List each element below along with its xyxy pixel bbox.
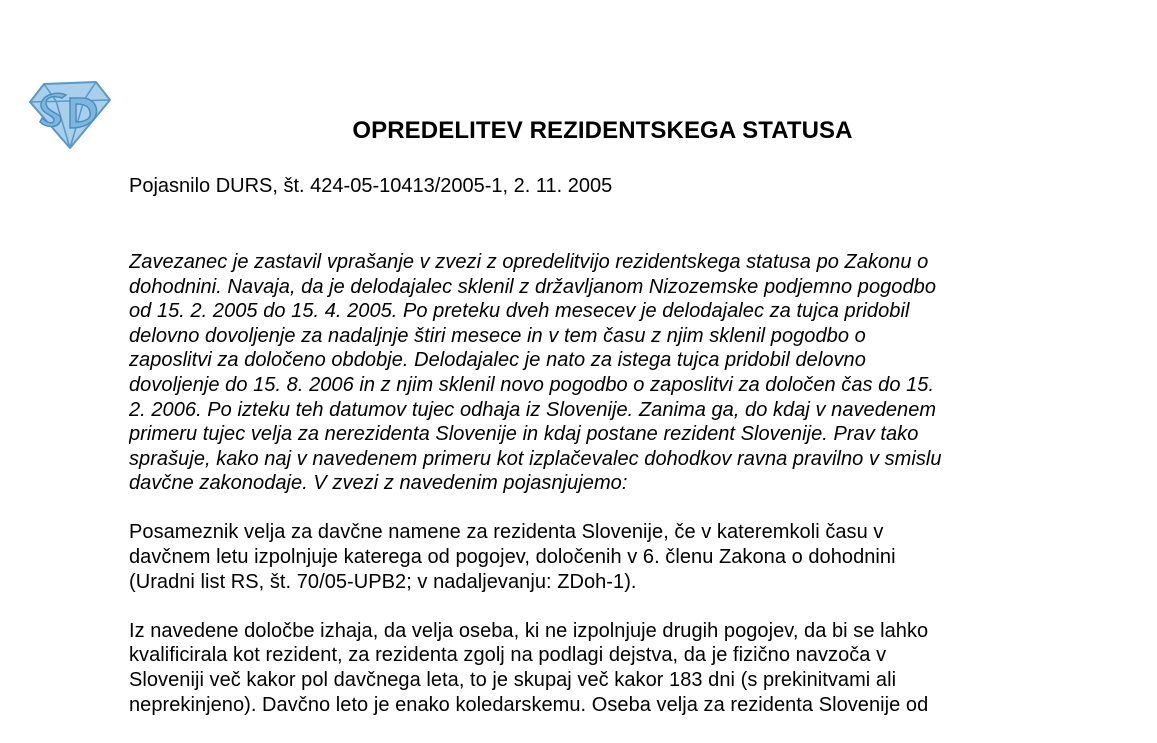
paragraph-183-days [129,619,1157,717]
text-line: od 15. 2. 2005 do 15. 4. 2005. Po preteku dveh mesecev je delodajalec za tujca pridobil [129,300,910,323]
text-line: davčne zakonodaje. V zvezi z navedenim pojasnjujemo: [129,472,628,495]
text-line: primeru tujec velja za nerezidenta Slovenije in kdaj postane rezident Slovenije. Prav tako [129,423,919,446]
document-reference: Pojasnilo DURS, št. 424-05-10413/2005-1, 2. 11. 2005 [129,175,613,197]
text-line: dohodnini. Navaja, da je delodajalec sklenil z državljanom Nizozemske podjemno pogodbo [129,275,937,298]
text-line: (Uradni list RS, št. 70/05-UPB2; v nadaljevanju: ZDoh-1). [129,570,637,593]
text-line: davčnem letu izpolnjuje katerega od pogojev, določenih v 6. členu Zakona o dohodnini [129,546,896,569]
text-line: dovoljenje do 15. 8. 2006 in z njim sklenil novo pogodbo o zaposlitvi za določen čas do 15. [129,373,935,396]
text-line: zaposlitvi za določeno obdobje. Delodajalec je nato za istega tujca pridobil delovno [129,349,866,372]
paragraph-question [129,250,1157,496]
document-title: OPREDELITEV REZIDENTSKEGA STATUSA [352,117,853,144]
document-body [129,250,1157,717]
text-line: Iz navedene določbe izhaja, da velja oseba, ki ne izpolnjuje drugih pogojev, da bi se lahko [129,619,929,642]
text-line: Sloveniji več kakor pol davčnega leta, to je skupaj več kakor 183 dni (s prekinitvami ali [129,668,897,691]
paragraph-residency-rule [129,520,1157,594]
text-line: delovno dovoljenje za nadaljnje štiri mesece in v tem času z njim sklenil pogodbo o [129,324,866,347]
text-line: 2. 2006. Po izteku teh datumov tujec odhaja iz Slovenije. Zanima ga, do kdaj v navedenem [129,398,937,421]
text-line: kvalificirala kot rezident, za rezidenta zgolj na podlagi dejstva, da je fizično navzoča v [129,644,887,667]
text-line: neprekinjeno). Davčno leto je enako koledarskemu. Oseba velja za rezidenta Slovenije od [129,693,929,716]
text-line: Posameznik velja za davčne namene za rezidenta Slovenije, če v kateremkoli času v [129,521,884,544]
text-line: Zavezanec je zastavil vprašanje v zvezi z opredelitvijo rezidentskega statusa po Zakonu o [129,251,929,273]
text-line: sprašuje, kako naj v navedenem primeru kot izplačevalec dohodkov ravna pravilno v smislu [129,447,942,470]
